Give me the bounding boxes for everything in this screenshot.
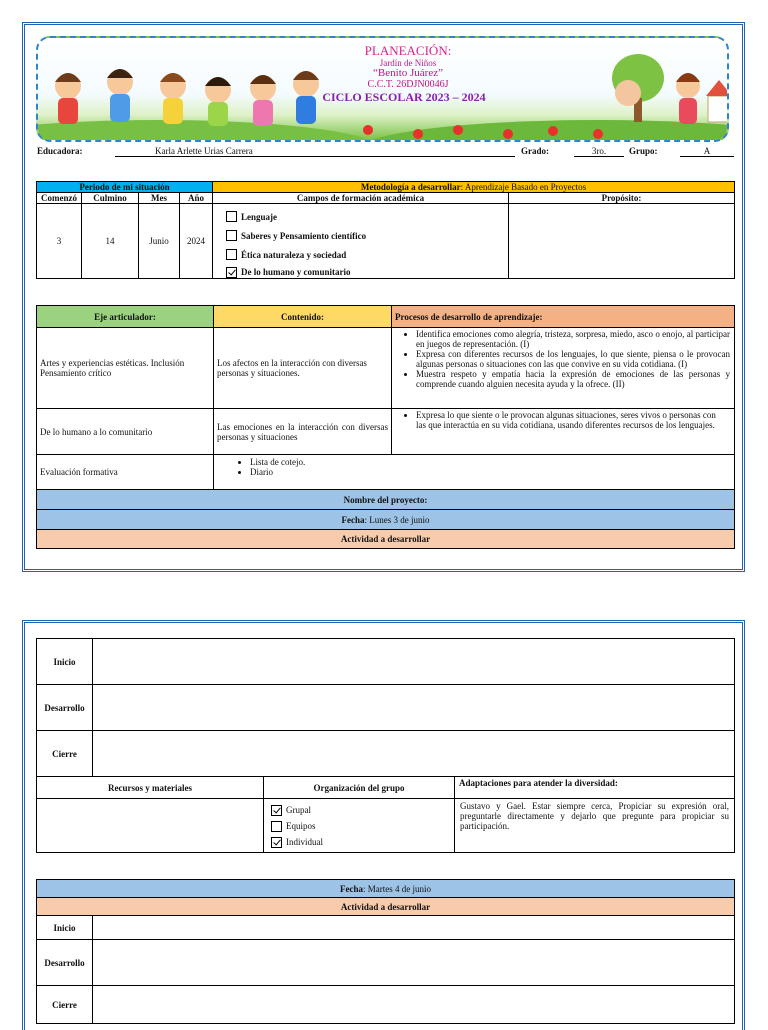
- proceso-item: • Muestra respeto y empatía hacia la expresión de emociones de las personas y comprende cuando alguien necesita ayuda y la ofrece. (II): [416, 369, 730, 389]
- header-school-name: “Benito Juárez”: [373, 67, 443, 79]
- desarrollo2-content[interactable]: [92, 939, 735, 986]
- header-ciclo: CICLO ESCOLAR 2023 – 2024: [322, 90, 486, 104]
- campo-etica[interactable]: Ética naturaleza y sociedad: [226, 245, 508, 264]
- campos-list: [212, 203, 509, 279]
- contenido-header: Contenido:: [213, 305, 392, 328]
- grupo-label: Grupo:: [629, 146, 658, 156]
- checkbox-humano[interactable]: [226, 267, 237, 278]
- adaptaciones-text: Gustavo y Gael. Estar siempre cerca, Propiciar su expresión oral, preguntarle directamente y dejarlo que pregunte para propiciar su participación.: [454, 798, 735, 853]
- desarrollo-content[interactable]: [92, 684, 735, 731]
- row2-procesos: [391, 408, 735, 455]
- proposito-header: Propósito:: [508, 192, 735, 204]
- campo-saberes[interactable]: Saberes y Pensamiento científico: [226, 226, 508, 245]
- metodologia-value: : Aprendizaje Basado en Proyectos: [460, 182, 587, 192]
- desarrollo2-label: Desarrollo: [36, 939, 93, 986]
- header-banner: [36, 36, 729, 142]
- grupo-value: A: [680, 146, 734, 157]
- cierre2-label: Cierre: [36, 985, 93, 1024]
- adaptaciones-header: Adaptaciones para atender la diversidad:: [454, 776, 735, 799]
- evaluacion-item: • Diario: [250, 467, 734, 477]
- row2-eje: De lo humano a lo comunitario: [36, 408, 214, 455]
- organizacion-options: [263, 798, 455, 853]
- proceso-item: • Expresa lo que siente o le provocan algunas situaciones, seres vivos o personas con las que interactúa en su vida cotidiana, usando diferentes recursos de los lenguajes.: [416, 410, 720, 430]
- desarrollo-label: Desarrollo: [36, 684, 93, 731]
- actividad-1: Actividad a desarrollar: [36, 529, 735, 549]
- periodo-header-culmino: Culmino: [81, 192, 139, 204]
- checkbox-saberes[interactable]: [226, 230, 237, 241]
- checkbox-lenguaje[interactable]: [226, 211, 237, 222]
- cierre-label: Cierre: [36, 730, 93, 777]
- educadora-label: Educadora:: [37, 146, 83, 156]
- cierre2-content[interactable]: [92, 985, 735, 1024]
- cierre-content[interactable]: [92, 730, 735, 777]
- org-individual[interactable]: Individual: [271, 834, 454, 850]
- grado-value: 3ro.: [574, 146, 624, 157]
- recursos-content[interactable]: [36, 798, 264, 853]
- metodologia-label: Metodología a desarrollar: [360, 182, 461, 192]
- grado-label: Grado:: [521, 146, 549, 156]
- row2-contenido: Las emociones en la interacción con diversas personas y situaciones: [213, 408, 392, 455]
- inicio2-label: Inicio: [36, 915, 93, 940]
- actividad-2: Actividad a desarrollar: [36, 897, 735, 916]
- header-school-type: Jardín de Niños: [379, 58, 437, 68]
- checkbox-individual[interactable]: [271, 837, 282, 848]
- periodo-header-anio: Año: [179, 192, 213, 204]
- inicio-content[interactable]: [92, 638, 735, 685]
- organizacion-header: Organización del grupo: [263, 776, 455, 799]
- periodo-anio-value: 2024: [179, 203, 213, 279]
- proceso-item: • Expresa con diferentes recursos de los lenguajes, lo que siente, piensa o le provocan algunas personas o situaciones con las que convive en su vida cotidiana. (I): [416, 349, 730, 369]
- periodo-culmino-value: 14: [81, 203, 139, 279]
- evaluacion-item: • Lista de cotejo.: [250, 457, 734, 467]
- proceso-item: • Identifica emociones como alegría, tristeza, sorpresa, miedo, asco o enojo, al participar en juegos de representación. (I): [416, 329, 730, 349]
- fecha-2: Fecha : Martes 4 de junio: [36, 879, 735, 898]
- header-cct: C.C.T. 26DJN0046J: [367, 79, 449, 90]
- periodo-header-comenzo: Comenzó: [36, 192, 82, 204]
- evaluacion-label: Evaluación formativa: [36, 454, 214, 490]
- periodo-comenzo-value: 3: [36, 203, 82, 279]
- checkbox-etica[interactable]: [226, 249, 237, 260]
- campo-humano[interactable]: De lo humano y comunitario: [226, 264, 508, 280]
- org-equipos[interactable]: Equipos: [271, 818, 454, 834]
- recursos-header: Recursos y materiales: [36, 776, 264, 799]
- nombre-proyecto: Nombre del proyecto:: [36, 489, 735, 510]
- campo-lenguaje[interactable]: Lenguaje: [226, 207, 508, 226]
- proposito-cell: [508, 203, 735, 279]
- periodo-header-mes: Mes: [138, 192, 180, 204]
- evaluacion-items: [213, 454, 735, 490]
- row1-procesos: [391, 327, 735, 409]
- row1-contenido: Los afectos en la interacción con diversas personas y situaciones.: [213, 327, 392, 409]
- periodo-mes-value: Junio: [138, 203, 180, 279]
- checkbox-grupal[interactable]: [271, 805, 282, 816]
- fecha-1: Fecha : Lunes 3 de junio: [36, 509, 735, 530]
- periodo-title: Periodo de mi situación: [36, 181, 213, 193]
- procesos-header: Procesos de desarrollo de aprendizaje:: [391, 305, 735, 328]
- org-grupal[interactable]: Grupal: [271, 802, 454, 818]
- eje-header: Eje articulador:: [36, 305, 214, 328]
- campos-header: Campos de formación académica: [212, 192, 509, 204]
- row1-eje: Artes y experiencias estéticas. Inclusión Pensamiento crítico: [36, 327, 214, 409]
- header-title: PLANEACIÓN:: [364, 43, 452, 58]
- inicio2-content[interactable]: [92, 915, 735, 940]
- checkbox-equipos[interactable]: [271, 821, 282, 832]
- educadora-value: Karla Arlette Urias Carrera: [115, 146, 515, 157]
- inicio-label: Inicio: [36, 638, 93, 685]
